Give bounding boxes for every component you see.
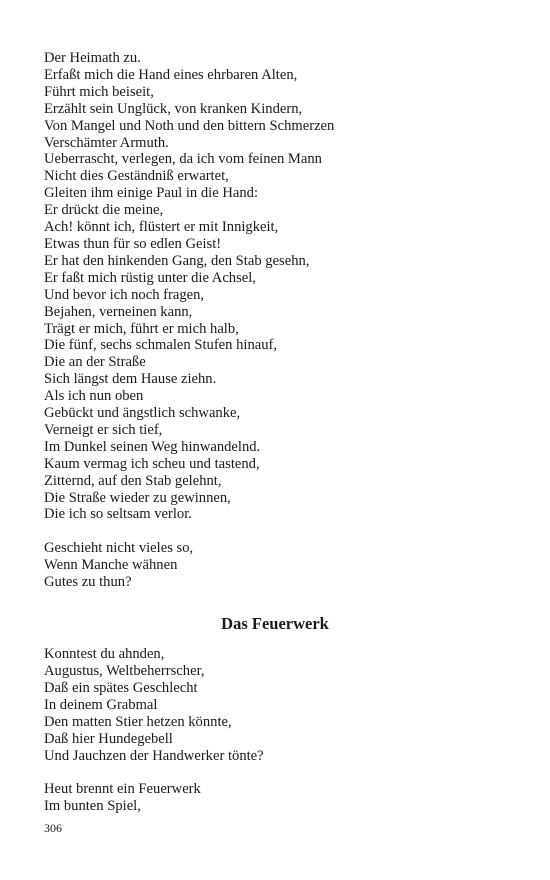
verse-line: Gleiten ihm einige Paul in die Hand: (44, 185, 258, 202)
verse-line: Kaum vermag ich scheu und tastend, (44, 455, 260, 472)
verse-line: Verneigt er sich tief, (44, 421, 163, 438)
verse-line: Im Dunkel seinen Weg hinwandelnd. (44, 438, 261, 455)
verse-line: Und bevor ich noch fragen, (44, 286, 205, 303)
verse-line: Er faßt mich rüstig unter die Achsel, (44, 269, 256, 286)
verse-line: Führt mich beiseit, (44, 83, 154, 100)
verse-line: Etwas thun für so edlen Geist! (44, 235, 222, 252)
verse-line: Gutes zu thun? (44, 574, 132, 591)
verse-line: Daß hier Hundegebell (44, 730, 173, 747)
verse-line: Den matten Stier hetzen könnte, (44, 713, 232, 730)
verse-line: Im bunten Spiel, (44, 798, 141, 815)
verse-line: Daß ein spätes Geschlecht (44, 679, 198, 696)
poem-title: Das Feuerwerk (221, 614, 329, 634)
verse-line: Augustus, Weltbeherrscher, (44, 663, 205, 679)
verse-line: Bejahen, verneinen kann, (44, 303, 193, 320)
verse-line: Der Heimath zu. (44, 50, 141, 66)
verse-line: Erfaßt mich die Hand eines ehrbaren Alten, (44, 66, 298, 83)
verse-line: Heut brennt ein Feuerwerk (44, 781, 201, 798)
verse-line: Verschämter Armuth. (44, 134, 169, 151)
verse-line: Von Mangel und Noth und den bittern Schmerzen (44, 117, 335, 134)
verse-line: Geschieht nicht vieles so, (44, 540, 194, 557)
verse-line: Wenn Manche wähnen (44, 557, 178, 574)
verse-line: Gebückt und ängstlich schwanke, (44, 405, 241, 422)
verse-line: Zitternd, auf den Stab gelehnt, (44, 472, 222, 489)
verse-line: Sich längst dem Hause ziehn. (44, 371, 217, 388)
page-body (44, 50, 514, 815)
verse-line: Trägt er mich, führt er mich halb, (44, 320, 239, 337)
page-number: 306 (44, 821, 62, 835)
verse-line: Die an der Straße (44, 354, 146, 371)
poem-das-feuerwerk (44, 614, 514, 815)
verse-line: Konntest du ahnden, (44, 646, 165, 663)
verse-line: Ueberrascht, verlegen, da ich vom feinen Mann (44, 151, 322, 168)
verse-line: Die Straße wieder zu gewinnen, (44, 489, 231, 506)
stanza (44, 540, 514, 591)
verse-line: Er drückt die meine, (44, 202, 164, 219)
verse-line: Als ich nun oben (44, 388, 144, 405)
stanza (44, 781, 514, 815)
verse-line: Nicht dies Geständniß erwartet, (44, 168, 229, 185)
verse-line: Ach! könnt ich, flüstert er mit Innigkeit, (44, 219, 279, 236)
verse-line: Die ich so seltsam verlor. (44, 506, 192, 523)
verse-line: In deinem Grabmal (44, 696, 158, 713)
verse-line: Erzählt sein Unglück, von kranken Kindern, (44, 100, 303, 117)
stanza (44, 646, 514, 764)
stanza (44, 50, 514, 523)
poem-continuation (44, 50, 514, 591)
verse-line: Die fünf, sechs schmalen Stufen hinauf, (44, 337, 278, 354)
verse-line: Er hat den hinkenden Gang, den Stab gesehn, (44, 252, 310, 269)
verse-line: Und Jauchzen der Handwerker tönte? (44, 747, 264, 764)
